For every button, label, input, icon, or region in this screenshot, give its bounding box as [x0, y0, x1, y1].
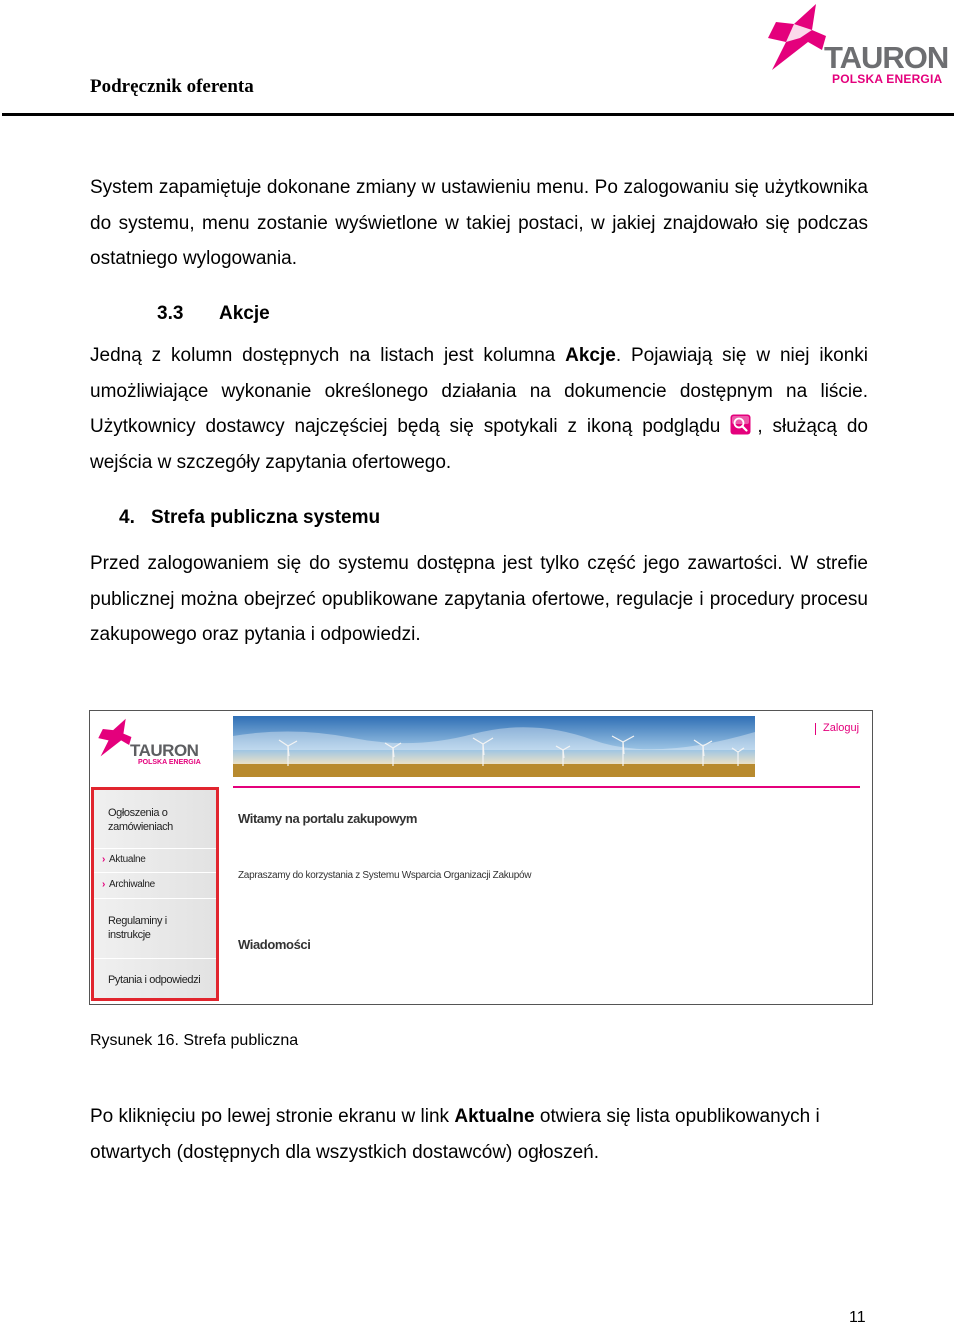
page-number: 11 [849, 1309, 866, 1326]
akcje-paragraph [90, 338, 868, 480]
logo-subtext: POLSKA ENERGIA [832, 72, 943, 86]
strefa-paragraph: Przed zalogowaniem się do systemu dostępna jest tylko część jego zawartości. W strefie publicznej można obejrzeć opublikowane zapytania ofertowe, regulacje i procedury procesu zakupowego oraz pytania i odpowiedzi. [90, 553, 868, 645]
figure-caption: Rysunek 16. Strefa publiczna [90, 1032, 299, 1049]
figure-welcome-title: Witamy na portalu zakupowym [238, 811, 418, 826]
bold-term-akcje: Akcje [565, 345, 616, 366]
figure-invite-text: Zapraszamy do korzystania z Systemu Wsparcia Organizacji Zakupów [238, 870, 532, 881]
closing-paragraph [90, 1099, 868, 1170]
divider [94, 898, 216, 899]
bold-term-aktualne: Aktualne [454, 1106, 535, 1127]
figure-sidebar-highlighted [91, 787, 219, 1001]
section-3-3-heading [157, 303, 270, 325]
logo-wordmark: TAURON [824, 40, 949, 75]
preview-magnifier-icon [730, 412, 751, 433]
figure-tauron-logo [96, 715, 216, 775]
divider [94, 872, 216, 873]
intro-paragraph: System zapamiętuje dokonane zmiany w ustawieniu menu. Po zalogowaniu się użytkownika do systemu, menu zostanie wyświetlone w takiej postaci, w jakiej znajdowało się podczas ostatniego wylogowania. [90, 177, 868, 269]
login-separator [815, 723, 816, 735]
section-title: Strefa publiczna systemu [151, 507, 381, 528]
text-run: . Pojawiają się w niej ikonki umożliwiające wykonanie określonego działania na dokumencie dostępnym na liście. Użytkownicy dostawcy najczęściej będą się spotykali z ikoną podglądu [90, 345, 868, 437]
text-run: otwiera się lista opublikowanych i otwartych (dostępnych dla wszystkich dostawców) ogłoszeń. [90, 1106, 820, 1163]
figure-pink-rule [233, 786, 860, 788]
divider [94, 958, 216, 959]
divider [94, 848, 216, 849]
section-title: Akcje [219, 303, 270, 324]
tauron-logo [764, 2, 954, 90]
chevron-right-icon: › [102, 854, 106, 865]
sidebar-item-regulations[interactable]: Regulaminy i instrukcje [108, 915, 167, 941]
header-rule [2, 113, 954, 116]
login-link[interactable]: Zaloguj [823, 722, 860, 734]
sidebar-item-announcements[interactable]: Ogłoszenia o zamówieniach [108, 807, 173, 833]
figure-logo-subtext: POLSKA ENERGIA [138, 759, 201, 766]
sidebar-item-label: Archiwalne [109, 879, 155, 890]
figure-logo-wordmark: TAURON [130, 741, 199, 760]
section-4-heading [119, 507, 380, 529]
figure-news-title: Wiadomości [238, 937, 311, 952]
sidebar-item-label: Aktualne [109, 854, 146, 865]
document-title: Podręcznik oferenta [90, 76, 254, 97]
sidebar-item-aktualne[interactable] [102, 854, 146, 865]
sidebar-item-archiwalne[interactable] [102, 879, 155, 890]
section-number: 4. [119, 507, 135, 528]
wind-turbine-banner [233, 716, 755, 777]
sidebar-item-faq[interactable]: Pytania i odpowiedzi [108, 974, 201, 986]
chevron-right-icon: › [102, 879, 106, 890]
text-run: Po kliknięciu po lewej stronie ekranu w link [90, 1106, 455, 1127]
section-number: 3.3 [157, 303, 184, 324]
figure-public-zone-screenshot [89, 710, 873, 1005]
text-run: Jedną z kolumn dostępnych na listach jest kolumna [90, 345, 566, 366]
text-run: , służącą do wejścia w szczegóły zapytania ofertowego. [90, 416, 868, 473]
